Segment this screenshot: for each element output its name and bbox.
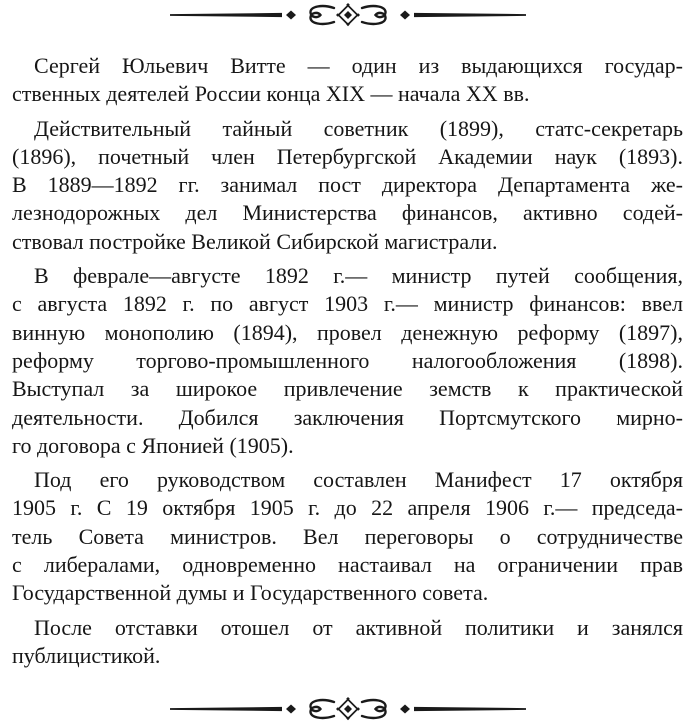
text-line: (1896), почетный член Петербургской Академии наук (1893). <box>12 143 683 169</box>
text-line: тель Совета министров. Вел переговоры о сотрудничестве <box>12 523 683 549</box>
text-line: Выступал за широкое привлечение земств к практической <box>12 376 683 402</box>
paragraph <box>12 115 683 256</box>
text-line: 1905 г. С 19 октября 1905 г. до 22 апреля 1906 г.— председа- <box>12 495 683 521</box>
text-line: винную монополию (1894), провел денежную реформу (1897), <box>12 319 683 345</box>
paragraph <box>12 614 683 671</box>
text-line: лезнодорожных дел Министерства финансов, активно содей- <box>12 200 683 226</box>
text-line: В феврале—августе 1892 г.— министр путей сообщения, <box>34 263 683 289</box>
text-line: После отставки отошел от активной политики и занялся <box>34 614 683 640</box>
text-line: деятельности. Добился заключения Портсмутского мирно- <box>12 404 683 430</box>
text-line: ственных деятелей России конца XIX — начала XX вв. <box>12 81 530 107</box>
text-line: с августа 1892 г. по август 1903 г.— министр финансов: ввел <box>12 291 683 317</box>
text-line: с либералами, одновременно настаивал на ограничении прав <box>12 552 683 578</box>
paragraph <box>12 466 683 607</box>
text-line: В 1889—1892 гг. занимал пост директора Департамента же- <box>12 172 683 198</box>
text-line: Под его руководством составлен Манифест 17 октября <box>34 467 683 493</box>
text-line: Сергей Юльевич Витте — один из выдающихся государ- <box>34 53 683 78</box>
scroll-fleuron-divider-icon <box>170 697 526 721</box>
biography-text <box>12 52 683 670</box>
paragraph <box>12 52 683 109</box>
text-line: Действительный тайный советник (1899), статс-секретарь <box>34 115 683 141</box>
text-line: го договора с Японией (1905). <box>12 432 294 458</box>
scroll-fleuron-divider-icon <box>170 3 526 27</box>
text-line: публицистикой. <box>12 642 161 668</box>
text-line: реформу торгово-промышленного налогообложения (1898). <box>12 347 683 373</box>
text-line: Государственной думы и Государственного совета. <box>12 580 489 606</box>
paragraph <box>12 262 683 460</box>
text-line: ствовал постройке Великой Сибирской магистрали. <box>12 228 498 254</box>
